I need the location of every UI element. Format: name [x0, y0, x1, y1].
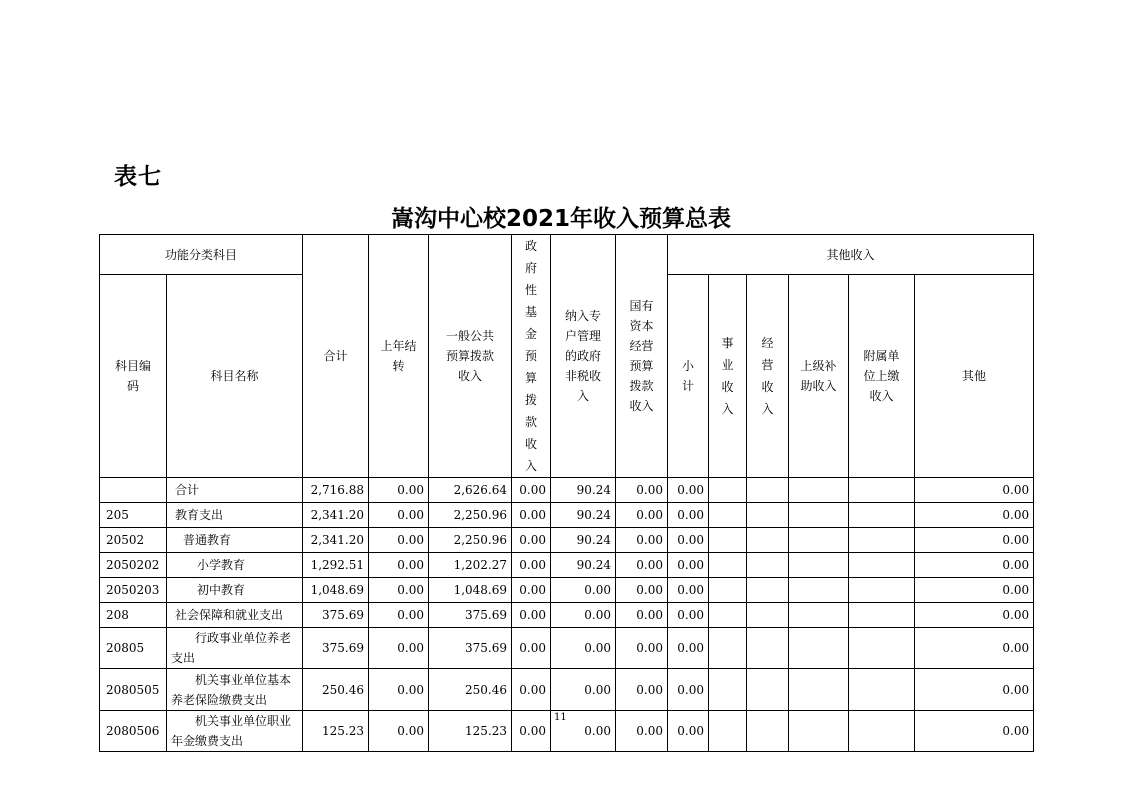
cell-business	[709, 503, 747, 528]
cell-name: 机关事业单位职业年金缴费支出	[167, 711, 303, 752]
cell-total: 125.23	[303, 711, 369, 752]
cell-other: 0.00	[915, 503, 1034, 528]
header-func-group: 功能分类科目	[100, 235, 303, 275]
cell-general: 375.69	[429, 628, 512, 669]
cell-gov-fund: 0.00	[512, 528, 551, 553]
cell-total: 1,048.69	[303, 578, 369, 603]
header-special: 纳入专 户管理 的政府 非税收 入	[551, 235, 616, 478]
table-row	[100, 628, 1034, 669]
cell-operating	[747, 578, 789, 603]
cell-affiliated	[849, 628, 915, 669]
cell-other: 0.00	[915, 578, 1034, 603]
cell-gov-fund: 0.00	[512, 503, 551, 528]
cell-state-capital: 0.00	[616, 528, 668, 553]
table-row	[100, 711, 1034, 752]
cell-name: 机关事业单位基本养老保险缴费支出	[167, 669, 303, 711]
cell-subtotal: 0.00	[668, 553, 709, 578]
cell-business	[709, 478, 747, 503]
cell-superior	[789, 478, 849, 503]
cell-state-capital: 0.00	[616, 578, 668, 603]
cell-gov-fund: 0.00	[512, 553, 551, 578]
cell-general: 250.46	[429, 669, 512, 711]
cell-carryover: 0.00	[369, 478, 429, 503]
cell-general: 2,250.96	[429, 528, 512, 553]
cell-name: 合计	[167, 478, 303, 503]
table-row	[100, 528, 1034, 553]
cell-carryover: 0.00	[369, 711, 429, 752]
cell-gov-fund: 0.00	[512, 711, 551, 752]
header-subtotal: 小 计	[668, 275, 709, 478]
cell-other: 0.00	[915, 711, 1034, 752]
cell-name: 初中教育	[167, 578, 303, 603]
table-row	[100, 578, 1034, 603]
header-business: 事 业 收 入	[709, 275, 747, 478]
cell-code	[100, 478, 167, 503]
cell-total: 1,292.51	[303, 553, 369, 578]
cell-special-value: 0.00	[584, 724, 612, 738]
header-code: 科目编 码	[100, 275, 167, 478]
cell-business	[709, 553, 747, 578]
cell-state-capital: 0.00	[616, 711, 668, 752]
cell-affiliated	[849, 669, 915, 711]
cell-state-capital: 0.00	[616, 553, 668, 578]
cell-state-capital: 0.00	[616, 669, 668, 711]
cell-carryover: 0.00	[369, 628, 429, 669]
document-title: 嵩沟中心校2021年收入预算总表	[390, 206, 731, 232]
budget-table	[99, 234, 1034, 752]
cell-other: 0.00	[915, 478, 1034, 503]
cell-gov-fund: 0.00	[512, 669, 551, 711]
page-mark: 11	[554, 712, 567, 723]
cell-affiliated	[849, 553, 915, 578]
cell-business	[709, 578, 747, 603]
cell-special: 90.24	[551, 553, 616, 578]
cell-superior	[789, 603, 849, 628]
cell-other: 0.00	[915, 669, 1034, 711]
cell-general: 125.23	[429, 711, 512, 752]
cell-carryover: 0.00	[369, 603, 429, 628]
cell-operating	[747, 478, 789, 503]
header-name: 科目名称	[167, 275, 303, 478]
header-total: 合计	[303, 235, 369, 478]
table-number: 表七	[114, 164, 162, 190]
cell-total: 375.69	[303, 628, 369, 669]
cell-business	[709, 628, 747, 669]
cell-superior	[789, 553, 849, 578]
table-row	[100, 478, 1034, 503]
cell-affiliated	[849, 503, 915, 528]
cell-state-capital: 0.00	[616, 628, 668, 669]
header-superior: 上级补 助收入	[789, 275, 849, 478]
cell-subtotal: 0.00	[668, 711, 709, 752]
cell-business	[709, 528, 747, 553]
cell-business	[709, 603, 747, 628]
cell-gov-fund: 0.00	[512, 578, 551, 603]
cell-superior	[789, 711, 849, 752]
cell-other: 0.00	[915, 603, 1034, 628]
cell-special: 90.24	[551, 528, 616, 553]
cell-total: 2,341.20	[303, 503, 369, 528]
cell-affiliated	[849, 603, 915, 628]
header-general: 一般公共 预算拨款 收入	[429, 235, 512, 478]
cell-total: 2,716.88	[303, 478, 369, 503]
cell-other: 0.00	[915, 528, 1034, 553]
cell-operating	[747, 669, 789, 711]
cell-state-capital: 0.00	[616, 603, 668, 628]
cell-code: 2050203	[100, 578, 167, 603]
cell-superior	[789, 669, 849, 711]
cell-subtotal: 0.00	[668, 628, 709, 669]
cell-operating	[747, 628, 789, 669]
cell-affiliated	[849, 578, 915, 603]
cell-general: 1,202.27	[429, 553, 512, 578]
cell-state-capital: 0.00	[616, 478, 668, 503]
cell-operating	[747, 603, 789, 628]
cell-carryover: 0.00	[369, 553, 429, 578]
cell-general: 375.69	[429, 603, 512, 628]
cell-code: 205	[100, 503, 167, 528]
cell-code: 20502	[100, 528, 167, 553]
header-other: 其他	[915, 275, 1034, 478]
table-row	[100, 669, 1034, 711]
cell-affiliated	[849, 528, 915, 553]
cell-name: 教育支出	[167, 503, 303, 528]
cell-superior	[789, 578, 849, 603]
cell-code: 208	[100, 603, 167, 628]
cell-name: 社会保障和就业支出	[167, 603, 303, 628]
cell-operating	[747, 711, 789, 752]
cell-special: 90.24	[551, 478, 616, 503]
cell-superior	[789, 503, 849, 528]
header-state-capital: 国有 资本 经营 预算 拨款 收入	[616, 235, 668, 478]
cell-general: 1,048.69	[429, 578, 512, 603]
cell-carryover: 0.00	[369, 578, 429, 603]
cell-subtotal: 0.00	[668, 669, 709, 711]
cell-special: 0.00	[551, 628, 616, 669]
cell-other: 0.00	[915, 628, 1034, 669]
cell-affiliated	[849, 711, 915, 752]
cell-code: 2080506	[100, 711, 167, 752]
cell-general: 2,626.64	[429, 478, 512, 503]
cell-total: 2,341.20	[303, 528, 369, 553]
cell-business	[709, 669, 747, 711]
cell-code: 2080505	[100, 669, 167, 711]
cell-gov-fund: 0.00	[512, 603, 551, 628]
cell-business	[709, 711, 747, 752]
header-affiliated: 附属单 位上缴 收入	[849, 275, 915, 478]
cell-name: 普通教育	[167, 528, 303, 553]
cell-superior	[789, 528, 849, 553]
cell-subtotal: 0.00	[668, 503, 709, 528]
cell-total: 375.69	[303, 603, 369, 628]
cell-operating	[747, 503, 789, 528]
cell-superior	[789, 628, 849, 669]
cell-subtotal: 0.00	[668, 528, 709, 553]
header-gov-fund: 政 府 性 基 金 预 算 拨 款 收 入	[512, 235, 551, 478]
cell-general: 2,250.96	[429, 503, 512, 528]
cell-gov-fund: 0.00	[512, 628, 551, 669]
header-other-group: 其他收入	[668, 235, 1034, 275]
cell-subtotal: 0.00	[668, 478, 709, 503]
cell-operating	[747, 528, 789, 553]
cell-state-capital: 0.00	[616, 503, 668, 528]
cell-other: 0.00	[915, 553, 1034, 578]
table-row	[100, 503, 1034, 528]
cell-gov-fund: 0.00	[512, 478, 551, 503]
cell-carryover: 0.00	[369, 503, 429, 528]
cell-affiliated	[849, 478, 915, 503]
cell-special: 90.24	[551, 503, 616, 528]
cell-subtotal: 0.00	[668, 603, 709, 628]
cell-carryover: 0.00	[369, 669, 429, 711]
cell-name: 行政事业单位养老支出	[167, 628, 303, 669]
cell-code: 2050202	[100, 553, 167, 578]
cell-name: 小学教育	[167, 553, 303, 578]
cell-special	[551, 711, 616, 752]
cell-operating	[747, 553, 789, 578]
cell-subtotal: 0.00	[668, 578, 709, 603]
cell-special: 0.00	[551, 578, 616, 603]
cell-special: 0.00	[551, 603, 616, 628]
cell-carryover: 0.00	[369, 528, 429, 553]
header-operating: 经 营 收 入	[747, 275, 789, 478]
table-row	[100, 603, 1034, 628]
cell-special: 0.00	[551, 669, 616, 711]
cell-total: 250.46	[303, 669, 369, 711]
header-carryover: 上年结 转	[369, 235, 429, 478]
table-row	[100, 553, 1034, 578]
cell-code: 20805	[100, 628, 167, 669]
